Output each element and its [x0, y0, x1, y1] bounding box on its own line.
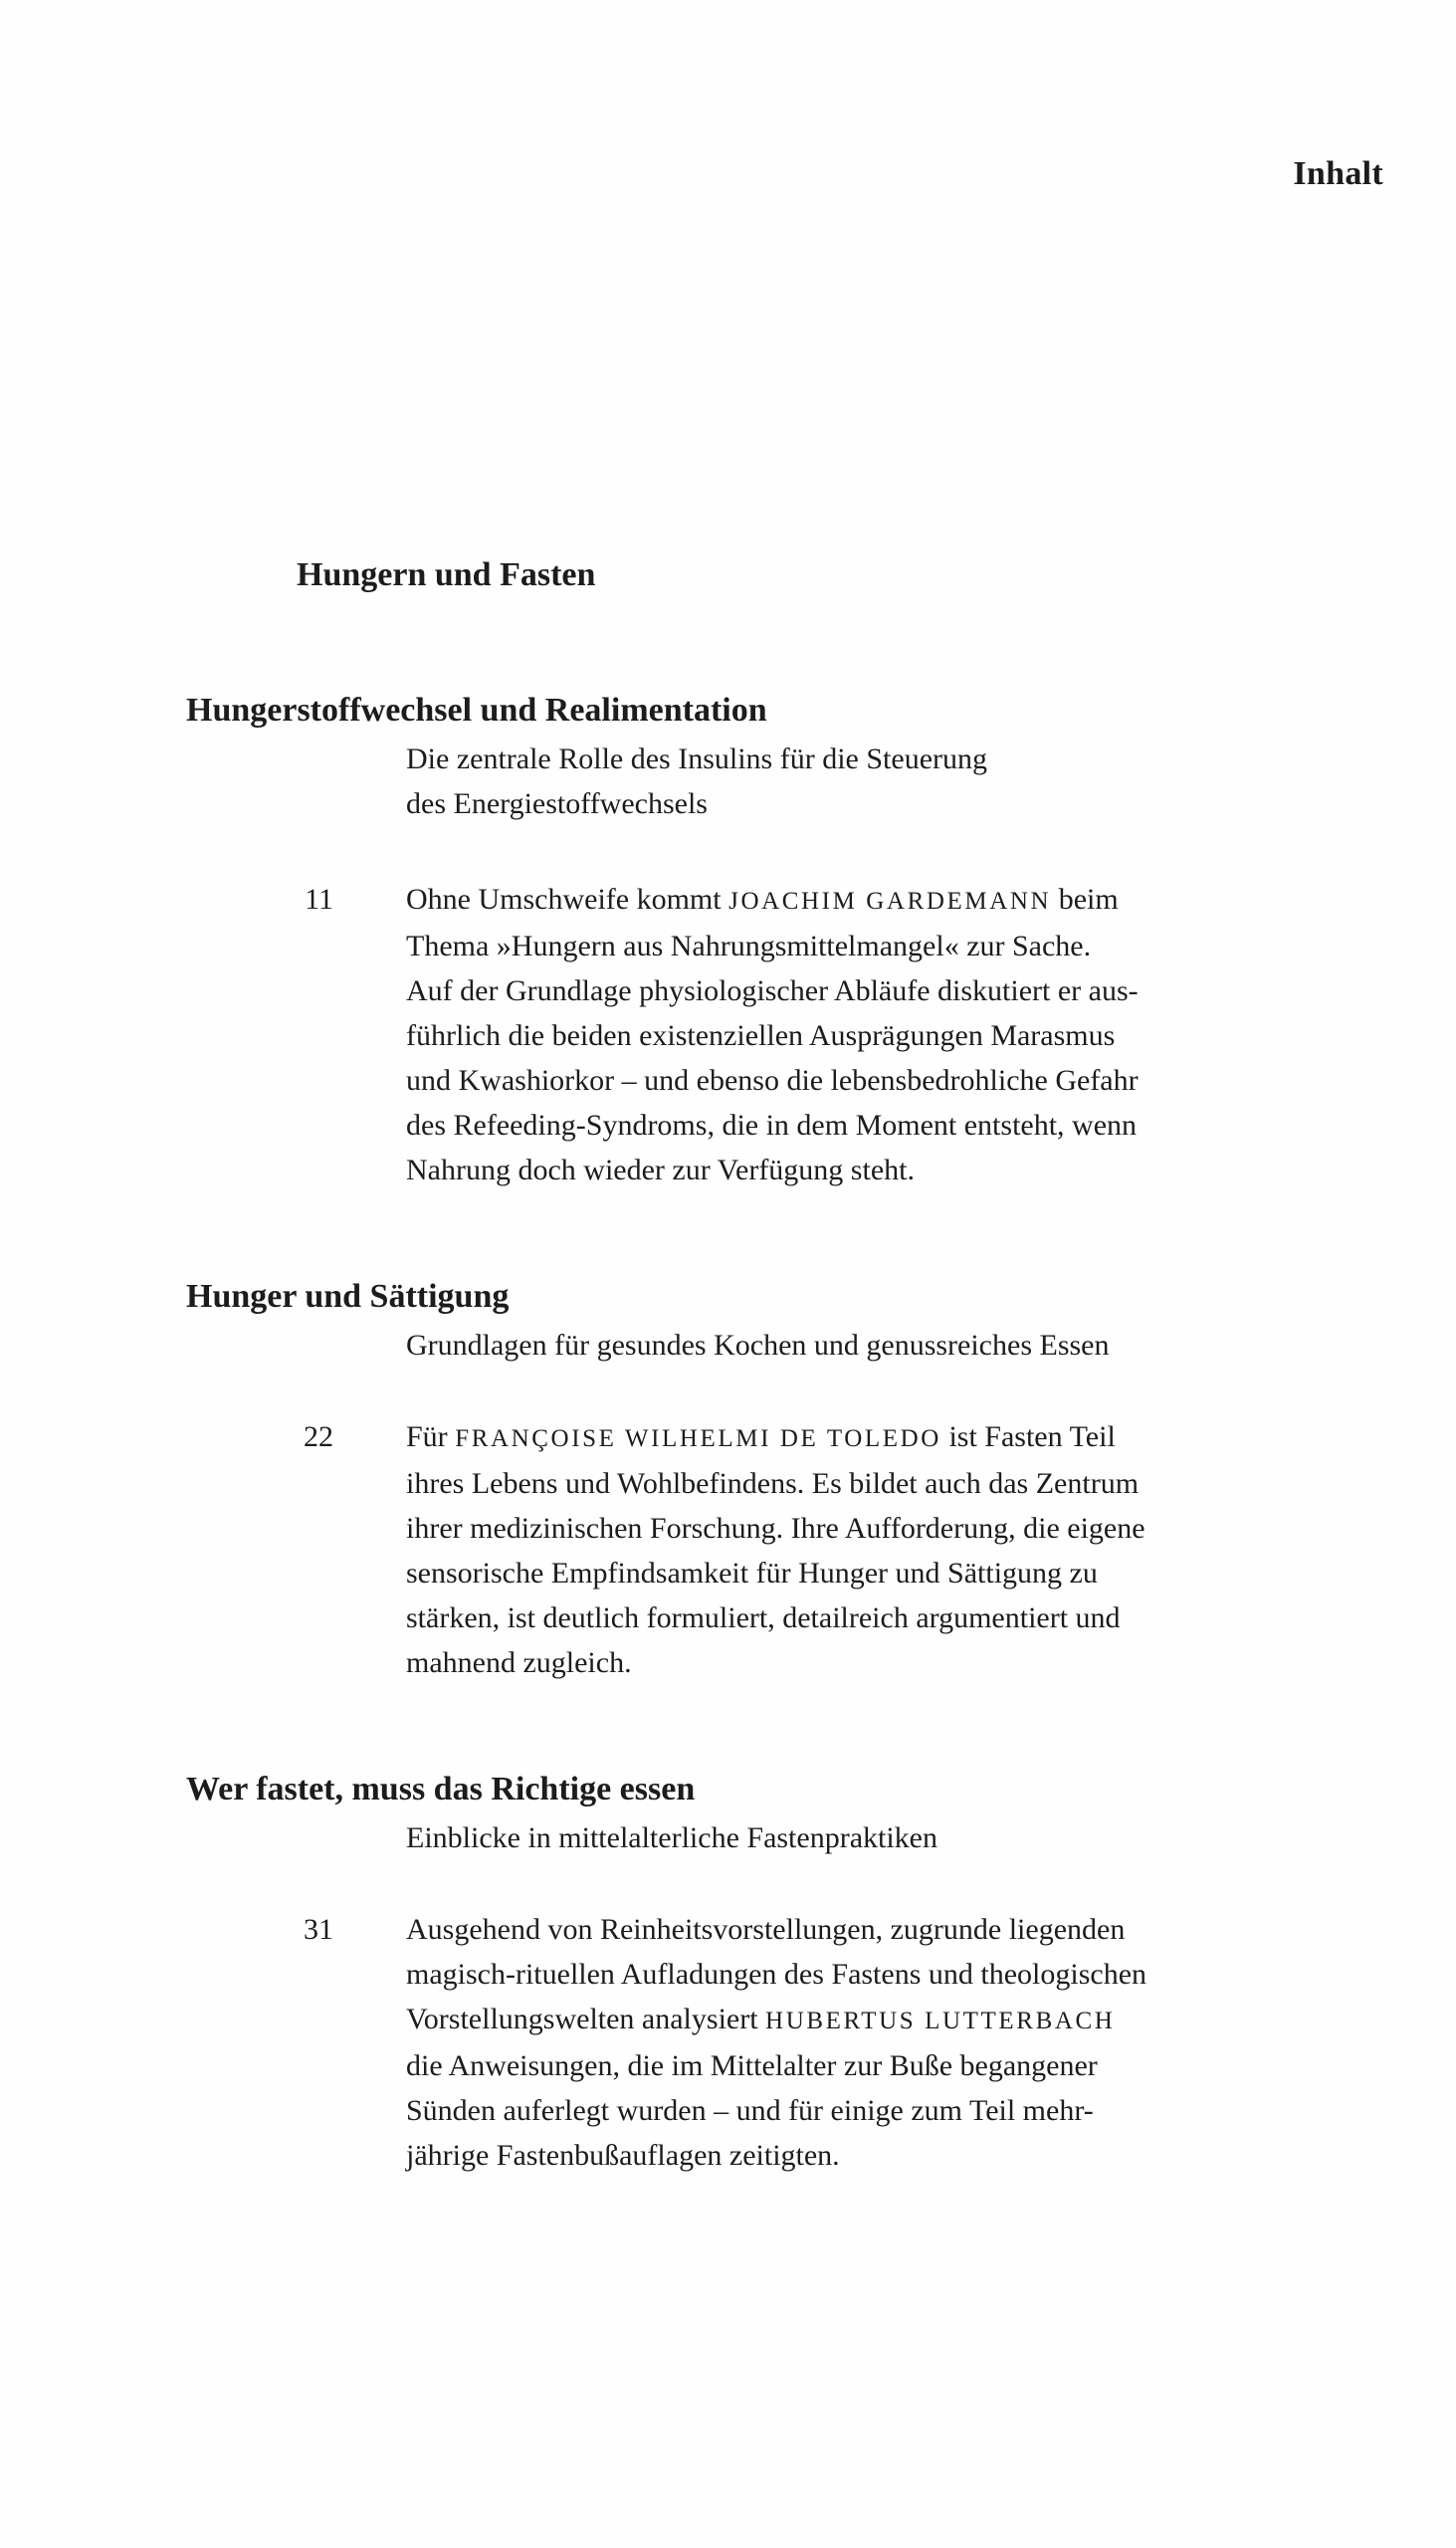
author-name-smallcaps: HUBERTUS LUTTERBACH [765, 2008, 1116, 2034]
section-subtitle [406, 1815, 937, 1860]
summary-line: Nahrung doch wieder zur Verfügung steht. [406, 1154, 915, 1186]
section-title: Hungerstoffwechsel und Realimentation [186, 692, 767, 729]
summary-line: mahnend zugleich. [406, 1646, 632, 1679]
summary-line: die Anweisungen, die im Mittelalter zur Buße begangener [406, 2049, 1098, 2082]
summary-line: Auf der Grundlage physiologischer Abläufe diskutiert er aus- [406, 974, 1139, 1007]
summary-line: Ohne Umschweife kommt JOACHIM GARDEMANN beim [406, 883, 1119, 916]
section-subtitle [406, 737, 987, 826]
section-subtitle [406, 1323, 1109, 1368]
author-name-smallcaps: JOACHIM GARDEMANN [728, 888, 1052, 915]
toc-entry-summary [406, 1907, 1146, 2178]
summary-line: sensorische Empfindsamkeit für Hunger und Sättigung zu [406, 1557, 1098, 1590]
section-title: Hunger und Sättigung [186, 1278, 510, 1315]
section-subtitle-line: des Energiestoffwechsels [406, 787, 708, 820]
toc-entry-page-number: 31 [304, 1913, 333, 1946]
summary-line: führlich die beiden existenziellen Ausprägungen Marasmus [406, 1019, 1116, 1052]
summary-line: ihrer medizinischen Forschung. Ihre Aufforderung, die eigene [406, 1512, 1145, 1545]
page-header-label: Inhalt [1293, 155, 1383, 192]
toc-entry-summary [406, 1414, 1145, 1685]
summary-line: stärken, ist deutlich formuliert, detailreich argumentiert und [406, 1601, 1121, 1634]
section-title: Wer fastet, muss das Richtige essen [186, 1771, 696, 1807]
summary-line: und Kwashiorkor – und ebenso die lebensbedrohliche Gefahr [406, 1064, 1139, 1097]
author-name-smallcaps: FRANÇOISE WILHELMI DE TOLEDO [455, 1425, 941, 1452]
summary-line: jährige Fastenbußauflagen zeitigten. [406, 2139, 840, 2172]
summary-line: ihres Lebens und Wohlbefindens. Es bildet auch das Zentrum [406, 1467, 1140, 1500]
section-subtitle-line: Einblicke in mittelalterliche Fastenpraktiken [406, 1821, 937, 1854]
summary-line: Sünden auferlegt wurden – und für einige zum Teil mehr- [406, 2094, 1094, 2127]
toc-entry-summary [406, 877, 1139, 1192]
toc-entry-page-number: 22 [304, 1420, 333, 1453]
summary-line: Vorstellungswelten analysiert HUBERTUS LUTTERBACH [406, 2003, 1116, 2035]
toc-entry-page-number: 11 [305, 883, 333, 916]
summary-line: des Refeeding-Syndroms, die in dem Moment entsteht, wenn [406, 1109, 1138, 1142]
part-title: Hungern und Fasten [297, 556, 596, 593]
summary-line: magisch-rituellen Aufladungen des Fastens und theologischen [406, 1958, 1147, 1991]
summary-line: Ausgehend von Reinheitsvorstellungen, zugrunde liegenden [406, 1913, 1126, 1946]
summary-line: Thema »Hungern aus Nahrungsmittelmangel« zur Sache. [406, 930, 1092, 962]
summary-line: Für FRANÇOISE WILHELMI DE TOLEDO ist Fasten Teil [406, 1420, 1116, 1453]
section-subtitle-line: Grundlagen für gesundes Kochen und genussreiches Essen [406, 1329, 1110, 1362]
section-subtitle-line: Die zentrale Rolle des Insulins für die Steuerung [406, 743, 988, 775]
